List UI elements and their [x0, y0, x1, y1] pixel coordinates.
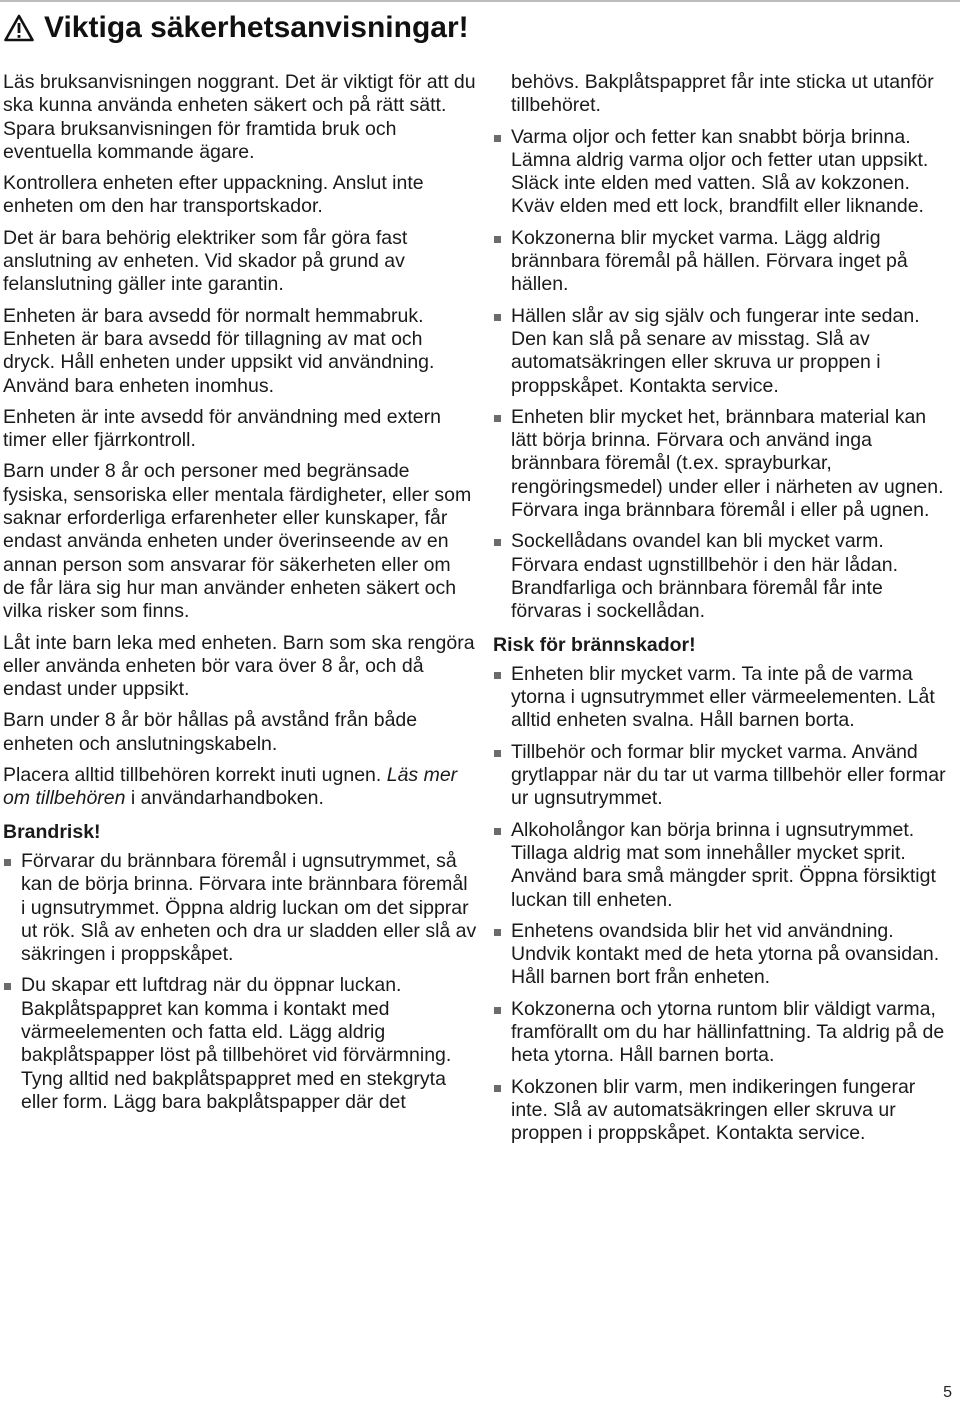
right-column — [493, 71, 955, 1153]
paragraph-household-use: Enheten är bara avsedd för normalt hemmabruk. Enheten är bara avsedd för tillagning av mat och dryck. Håll enheten under uppsikt vid användning. Använd bara enheten inomhus. — [3, 304, 435, 397]
list-item-text: Tillbehör och formar blir mycket varma. Använd grytlappar när du tar ut varma tillbehör eller formar ur ugnsutrymmet. — [511, 740, 946, 810]
list-item-text: Kokzonen blir varm, men indikeringen fungerar inte. Slå av automatsäkringen eller skruva ur proppen i proppskåpet. Kontakta service. — [511, 1075, 916, 1145]
list-item — [3, 850, 477, 966]
list-item — [493, 819, 955, 912]
left-column — [3, 71, 477, 1122]
list-item-text: Enheten blir mycket het, brännbara material kan lätt börja brinna. Förvara och använd inga brännbara föremål (t.ex. sprayburkar, rengöringsmedel) under eller i närheten av ugnen. Förvara inga brännbara föremål i eller på ugnen. — [511, 405, 944, 522]
list-item-text: Förvarar du brännbara föremål i ugnsutrymmet, så kan de börja brinna. Förvara inte brännbara föremål i ugnsutrymmet. Öppna aldrig luckan om det sipprar ut rök. Slå av enheten och dra ur sladden eller slå av säkringen i proppskåpet. — [21, 849, 477, 966]
list-item-text: Du skapar ett luftdrag när du öppnar luckan. Bakplåtspappret kan komma i kontakt med värmeelementen och fatta eld. Lägg aldrig bakplåtspapper löst på tillbehöret vid förvärmning. Tyng alltid ned bakplåtspappret med en stekgryta eller form. Lägg bara bakplåtspapper där det — [21, 974, 452, 1113]
list-item-text: Hällen slår av sig själv och fungerar inte sedan. Den kan slå på senare av misstag. Slå av automatsäkringen eller skruva ur proppen i proppskåpet. Kontakta service. — [511, 304, 920, 397]
accessories-reference: Läs mer om tillbehören — [3, 764, 458, 810]
list-item-text: Alkoholångor kan börja brinna i ugnsutrymmet. Tillaga aldrig mat som innehåller mycket sprit. Använd bara små mängder sprit. Öppna försiktigt luckan till enheten. — [511, 818, 936, 911]
bullet-icon — [494, 415, 501, 422]
paragraph-accessories — [3, 764, 477, 811]
list-item-text: Kokzonerna blir mycket varma. Lägg aldrig brännbara föremål på hällen. Förvara inget på hällen. — [511, 226, 908, 296]
warning-triangle-icon — [4, 14, 34, 42]
list-item — [493, 920, 955, 990]
list-item — [493, 530, 955, 623]
bullet-icon — [494, 1007, 501, 1014]
list-item — [493, 998, 955, 1068]
bullet-icon — [494, 929, 501, 936]
bullet-icon — [494, 539, 501, 546]
page-number: 5 — [943, 1384, 952, 1401]
list-item-text: Enhetens ovandsida blir het vid användning. Undvik kontakt med de heta ytorna på ovansidan. Håll barnen bort från enheten. — [511, 919, 940, 989]
burn-risk-heading: Risk för brännskador! — [493, 633, 696, 656]
accessories-text: Placera alltid tillbehören korrekt inuti ugnen. — [3, 764, 382, 787]
page-title-text: Viktiga säkerhetsanvisningar! — [44, 11, 469, 44]
bullet-icon — [494, 750, 501, 757]
top-rule — [0, 0, 960, 2]
list-item — [493, 126, 955, 219]
bullet-icon — [4, 983, 11, 990]
list-item — [493, 663, 955, 733]
list-item — [493, 227, 955, 297]
list-item — [493, 406, 955, 522]
paragraph-children-distance: Barn under 8 år bör hållas på avstånd från både enheten och anslutningskabeln. — [3, 709, 418, 755]
list-item-text: Enheten blir mycket varm. Ta inte på de varma ytorna i ugnsutrymmet eller värmeelementen. Låt alltid enheten svalna. Håll barnen borta. — [511, 662, 935, 732]
paragraph-children-play: Låt inte barn leka med enheten. Barn som ska rengöra eller använda enheten bör vara över 8 år, och då endast under uppsikt. — [3, 631, 475, 701]
paragraph-electrician: Det är bara behörig elektriker som får göra fast anslutning av enheten. Vid skador på grund av felanslutning gäller inte garantin. — [3, 226, 408, 296]
brandrisk-heading: Brandrisk! — [3, 820, 101, 843]
bullet-icon — [494, 672, 501, 679]
paragraph-read-manual: Läs bruksanvisningen noggrant. Det är viktigt för att du ska kunna använda enheten säkert och på rätt sätt. Spara bruksanvisningen för framtida bruk och eventuella kommande ägare. — [3, 71, 476, 163]
page-title — [4, 8, 469, 48]
bullet-icon — [494, 1085, 501, 1092]
list-item — [493, 741, 955, 811]
bullet-icon — [4, 859, 11, 866]
paragraph-timer: Enheten är inte avsedd för användning med extern timer eller fjärrkontroll. — [3, 405, 441, 452]
bullet-icon — [494, 314, 501, 321]
list-item — [493, 305, 955, 398]
list-item-text: Sockellådans ovandel kan bli mycket varm. Förvara endast ugnstillbehör i den här lådan. Brandfarliga och brännbara föremål får inte förvaras i sockellådan. — [511, 530, 898, 623]
bullet-icon — [494, 135, 501, 142]
bullet-icon — [494, 236, 501, 243]
accessories-tail: i användarhandboken. — [130, 787, 324, 810]
bullet-icon — [494, 828, 501, 835]
list-item-text: Kokzonerna och ytorna runtom blir väldigt varma, framförallt om du har hällinfattning. Ta aldrig på de heta ytorna. Håll barnen borta. — [511, 997, 945, 1067]
list-item — [493, 1076, 955, 1146]
list-item-text: Varma oljor och fetter kan snabbt börja brinna. Lämna aldrig varma oljor och fetter utan uppsikt. Släck inte elden med vatten. Slå av kokzonen. Kväv elden med ett lock, brandfilt eller liknande. — [511, 125, 929, 218]
list-item — [3, 974, 477, 1114]
list-item-continuation: behövs. Bakplåtspappret får inte sticka ut utanför tillbehöret. — [511, 71, 934, 117]
paragraph-check-unit: Kontrollera enheten efter uppackning. Anslut inte enheten om den har transportskador. — [3, 172, 424, 218]
paragraph-children-persons: Barn under 8 år och personer med begränsade fysiska, sensoriska eller mentala färdigheter, eller som saknar erforderliga erfarenheter eller kunskaper, får endast använda enheten under överinseende av en annan person som ansvarar för säkerheten eller om de får lära sig hur man använder enheten säkert och vilka risker som finns. — [3, 460, 472, 623]
